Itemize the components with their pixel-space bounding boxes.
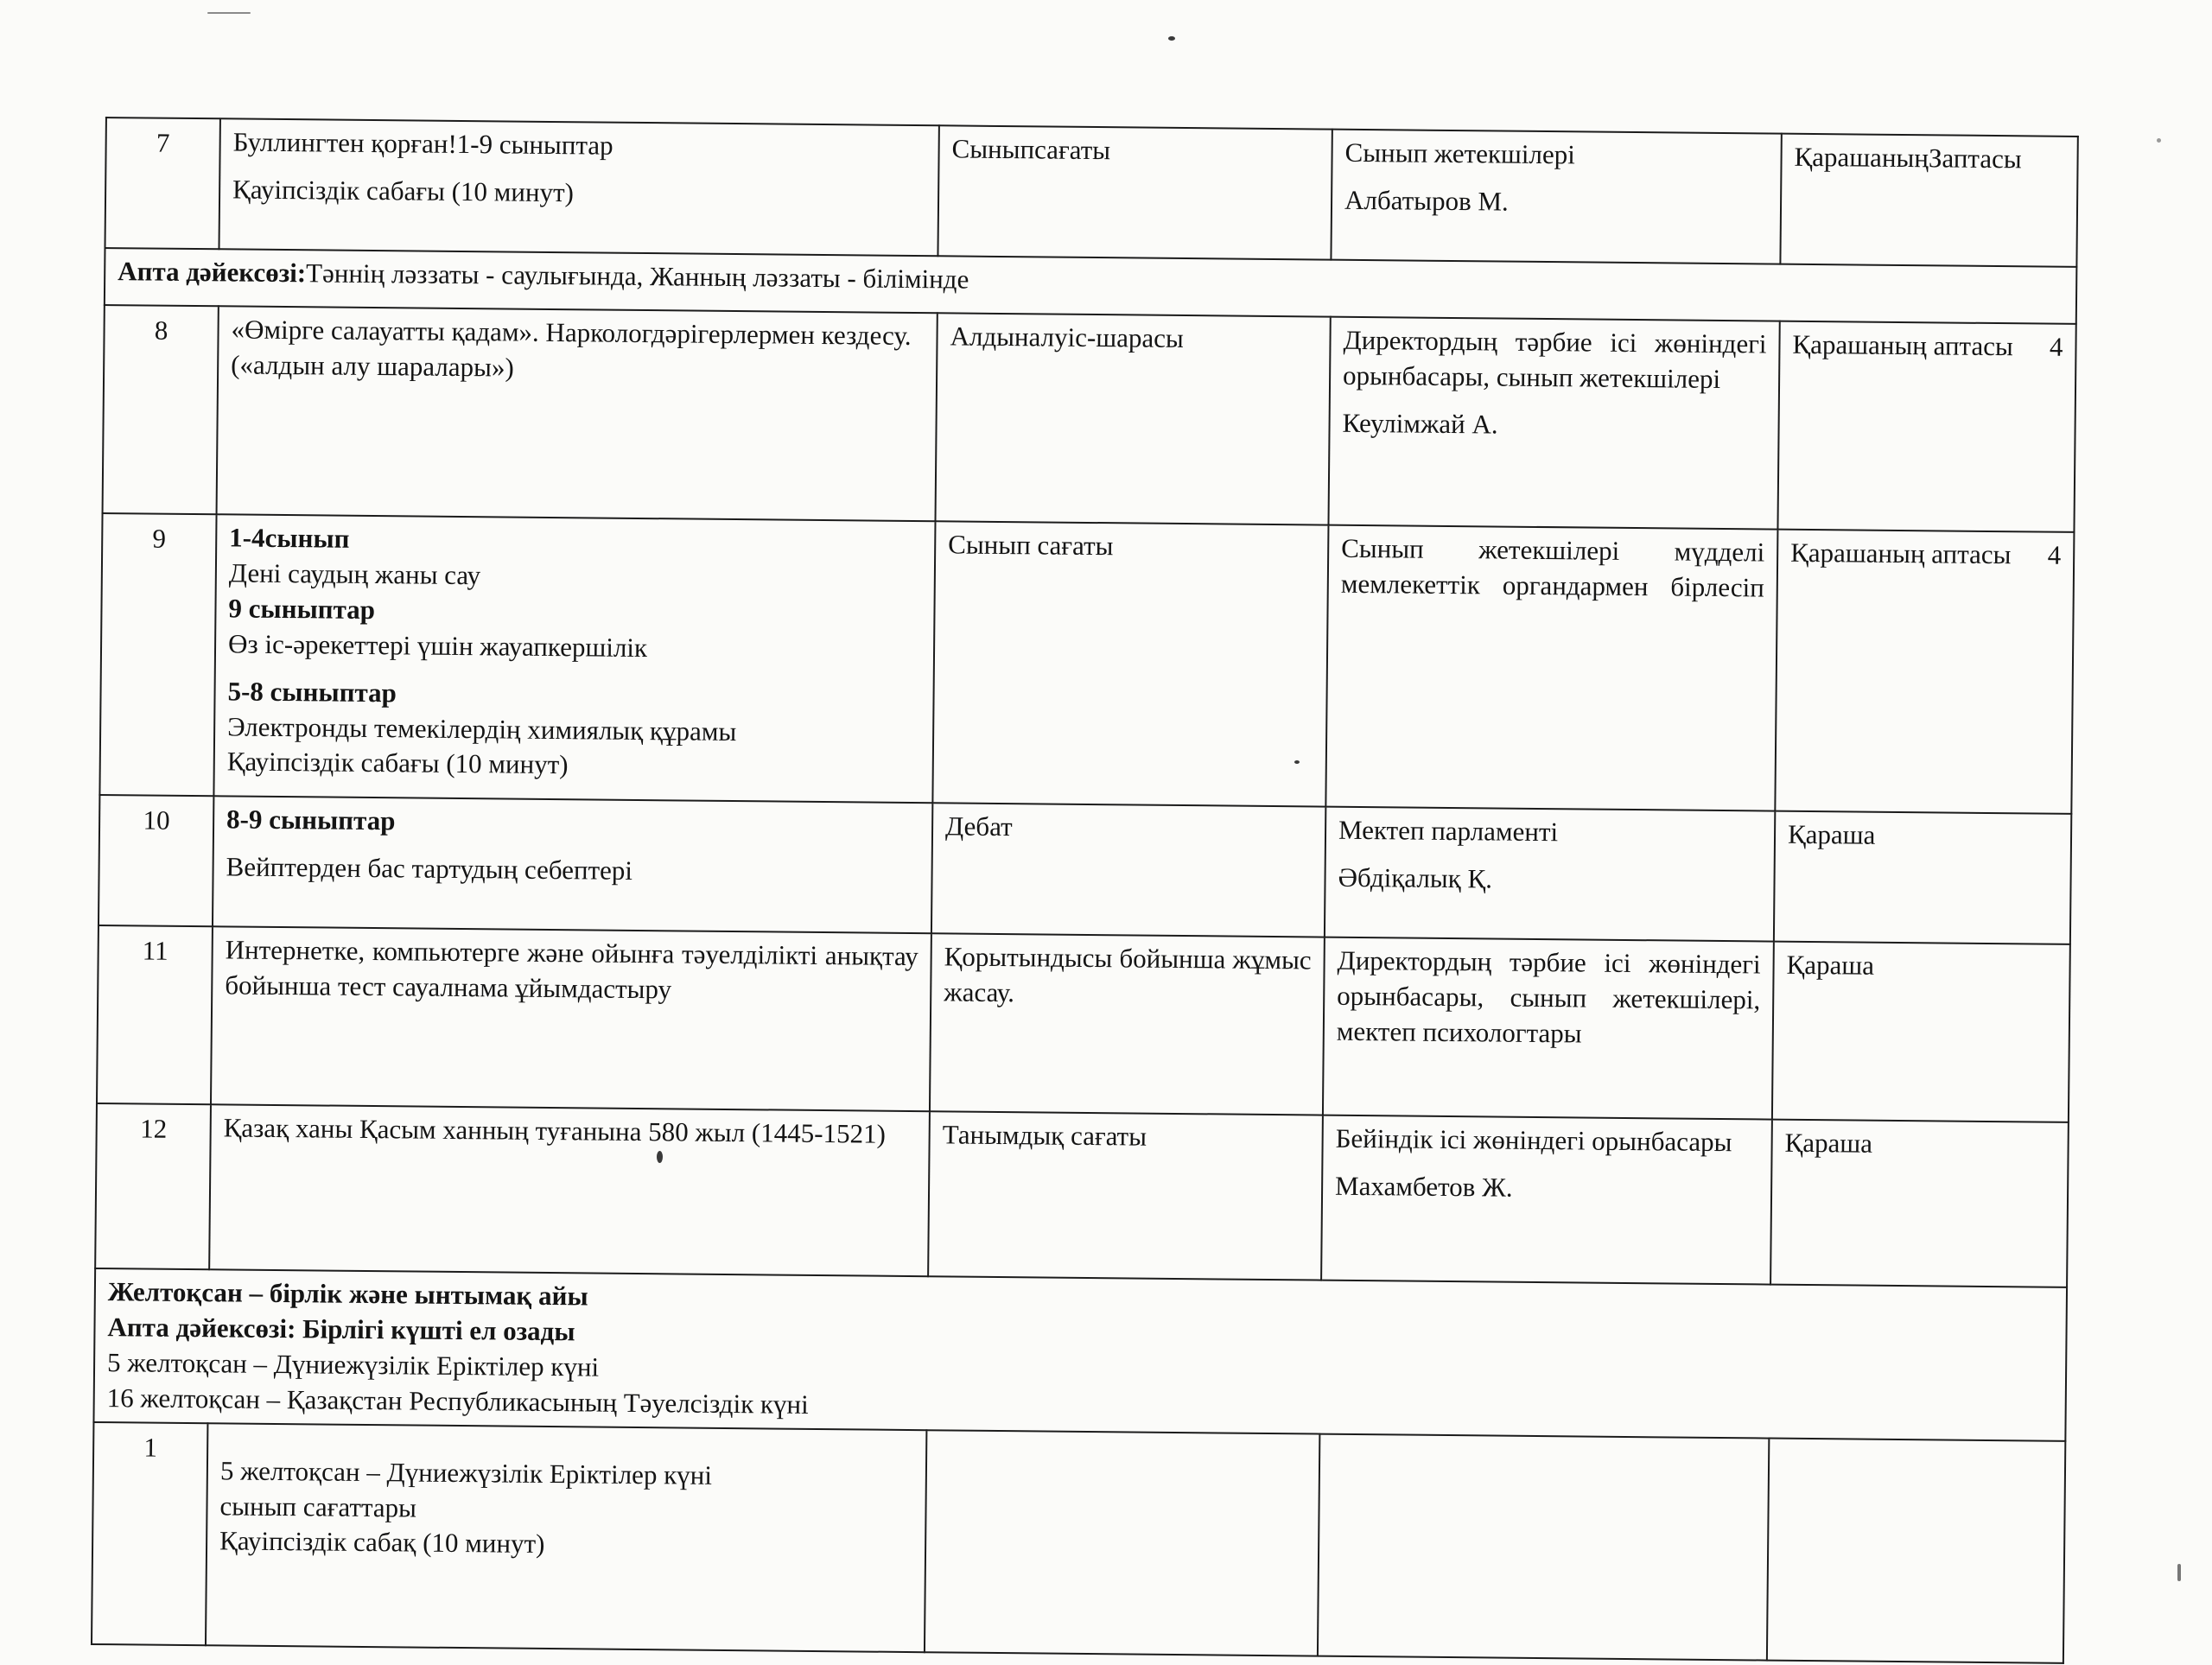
scan-speck — [2157, 138, 2161, 143]
event-cell — [219, 118, 938, 256]
responsible-cell: Сынып жетекшілері мүдделі мемлекеттік органдармен бірлесіп — [1325, 525, 1777, 811]
holiday-line: 16 желтоқсан – Қазақстан Республикасының Тәуелсіздік күні — [106, 1382, 809, 1420]
event-line: Қауіпсіздік сабақ (10 минут) — [219, 1525, 545, 1560]
form-cell: Қорытындысы бойынша жұмыс жасау. — [930, 933, 1325, 1115]
table-row — [95, 1103, 2069, 1287]
responsible-main: Директордың тәрбие ісі жөніндегі орынбасары, сынып жетекшілері — [1342, 324, 1767, 394]
date-cell: Қараша — [1770, 1120, 2069, 1287]
date-cell — [1777, 321, 2075, 532]
date-text: Қарашаның аптасы — [1792, 328, 2013, 362]
event-line: («алдын алу шаралары») — [231, 349, 514, 383]
table-row — [99, 513, 2074, 814]
group-text: Электронды темекілердің химиялық құрамы — [227, 710, 737, 747]
form-cell: Дебат — [931, 803, 1325, 937]
responsible-cell — [1331, 130, 1781, 264]
event-line: Вейптерден бас тартудың себептері — [226, 851, 633, 886]
event-line: сынып сағаттары — [219, 1490, 417, 1523]
form-cell: Сыныпсағаты — [938, 125, 1332, 259]
month-section-cell — [93, 1268, 2067, 1441]
row-number: 1 — [92, 1422, 207, 1645]
scan-speck — [657, 1151, 663, 1163]
responsible-line: Албатыров М. — [1344, 184, 1509, 217]
group-text: Дені саудың жаны сау — [228, 557, 481, 591]
form-cell — [925, 1430, 1319, 1655]
form-cell: Сынып сағаты — [932, 521, 1328, 806]
event-cell: Қазақ ханы Қасым ханның туғанына 580 жыл (1445-1521) — [209, 1104, 930, 1276]
date-cell: Қараша — [1774, 811, 2071, 944]
row-number: 11 — [97, 925, 213, 1104]
responsible-cell — [1318, 1433, 1769, 1660]
responsible-line: Сынып жетекшілері — [1344, 137, 1576, 170]
event-line: Қауіпсіздік сабағы (10 минут) — [232, 174, 575, 208]
responsible-main: Бейіндік ісі жөніндегі орынбасары — [1335, 1122, 1732, 1158]
week-quote-text: Тәннің ләззаты - саулығында, Жанның ләззаты - білімінде — [305, 257, 969, 295]
responsible-main: Мектеп парламенті — [1338, 814, 1559, 848]
month-title: Желтоқсан – бірлік және ынтымақ айы — [107, 1276, 588, 1312]
event-cell — [217, 306, 938, 521]
scan-speck — [2177, 1564, 2181, 1581]
scan-speck — [1168, 36, 1175, 41]
event-cell: Интернетке, компьютерге және ойынға тәуелділікті анықтау бойынша тест сауалнама ұйымдастыру — [211, 926, 931, 1111]
table-row — [103, 305, 2076, 532]
responsible-cell — [1321, 1115, 1772, 1285]
week-quote: Апта дәйексөзі: Бірлігі күшті ел озады — [107, 1312, 575, 1347]
responsible-name: Кеулімжай А. — [1342, 407, 1498, 440]
table-row — [92, 1422, 2065, 1663]
group-text: Қауіпсіздік сабағы (10 минут) — [226, 746, 569, 780]
group-title: 8-9 сыныптар — [226, 804, 396, 836]
table-row — [99, 795, 2071, 944]
group-title: 1-4сынып — [229, 522, 350, 554]
week-number: 4 — [2049, 331, 2063, 362]
group-title: 9 сыныптар — [228, 593, 376, 625]
event-line: Буллингтен қорған!1-9 сыныптар — [232, 126, 613, 161]
date-cell: Қараша — [1772, 942, 2070, 1122]
table-row — [97, 925, 2070, 1122]
event-line: «Өмірге салауатты қадам». Наркологдәрігерлермен кездесу. — [231, 314, 912, 351]
date-cell: ҚарашаныңЗаптасы — [1780, 134, 2077, 267]
scan-speck — [207, 12, 251, 14]
event-cell — [213, 514, 935, 803]
week-number: 4 — [2047, 539, 2062, 570]
section-row — [93, 1268, 2067, 1441]
table-row — [105, 118, 2077, 267]
responsible-cell — [1325, 807, 1775, 942]
row-number: 9 — [99, 513, 216, 796]
holiday-line: 5 желтоқсан – Дүниежүзілік Еріктілер күні — [106, 1346, 600, 1382]
form-cell: Алдыналуіс-шарасы — [936, 313, 1331, 524]
event-cell — [213, 796, 932, 933]
row-number: 12 — [95, 1103, 211, 1269]
group-text: Өз іс-әрекеттері үшін жауапкершілік — [227, 628, 648, 663]
event-line: 5 желтоқсан – Дүниежүзілік Еріктілер күні — [219, 1454, 713, 1490]
responsible-name: Махамбетов Ж. — [1334, 1170, 1513, 1203]
row-number: 8 — [103, 305, 219, 514]
responsible-cell: Директордың тәрбие ісі жөніндегі орынбасары, сынып жетекшілері, мектеп психологтары — [1323, 937, 1774, 1120]
row-number: 10 — [99, 795, 213, 926]
date-text: Қарашаның аптасы — [1790, 537, 2012, 570]
date-cell — [1767, 1438, 2065, 1662]
week-quote-label: Апта дәйексөзі: — [118, 256, 307, 289]
events-plan-table — [91, 117, 2079, 1663]
date-cell — [1775, 530, 2074, 814]
responsible-cell — [1328, 317, 1779, 530]
scan-speck — [1294, 760, 1300, 764]
row-number: 7 — [105, 118, 219, 249]
responsible-name: Әбдіқалық Қ. — [1338, 861, 1493, 894]
event-cell — [206, 1423, 926, 1652]
form-cell: Танымдық сағаты — [928, 1111, 1323, 1280]
group-title: 5-8 сыныптар — [227, 676, 397, 708]
